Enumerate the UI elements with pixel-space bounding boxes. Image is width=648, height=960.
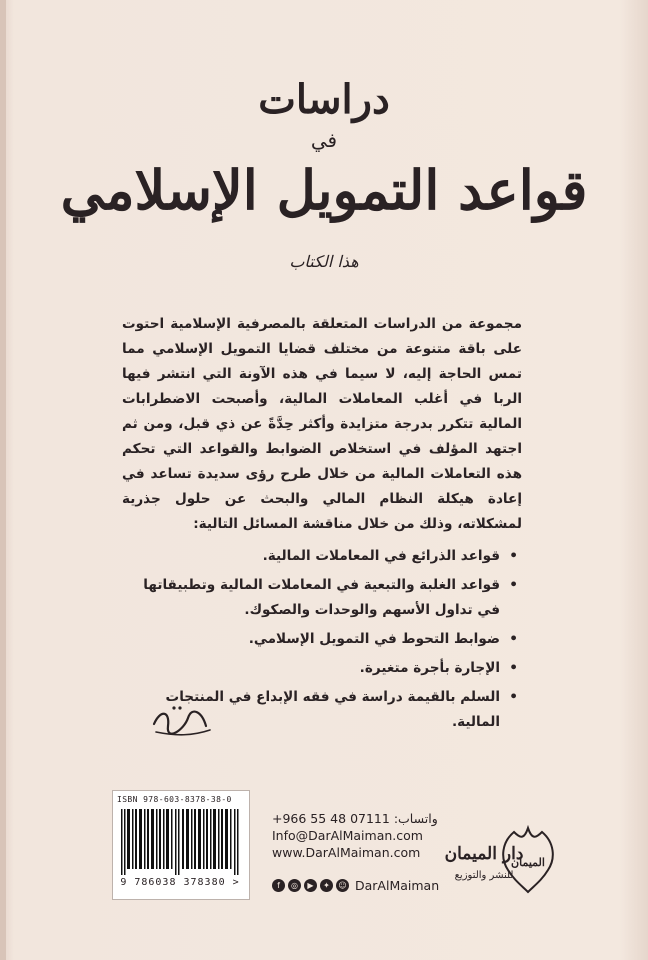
svg-text:الميمان: الميمان xyxy=(511,856,545,869)
publisher-signature xyxy=(146,700,216,740)
barcode-bars xyxy=(121,809,239,875)
book-title: قواعد التمويل الإسلامي xyxy=(60,158,588,222)
instagram-icon[interactable]: ◎ xyxy=(288,879,301,892)
website-link[interactable]: www.DarAlMaiman.com xyxy=(272,845,421,860)
twitter-icon[interactable]: ✦ xyxy=(320,879,333,892)
youtube-icon[interactable]: ▶ xyxy=(304,879,317,892)
publisher-subtitle: للنشر والتوزيع xyxy=(454,870,514,881)
facebook-icon[interactable]: f xyxy=(272,879,285,892)
tagline: هذا الكتاب xyxy=(289,252,359,271)
whatsapp-label: واتساب: xyxy=(393,811,438,826)
title-line-1: دراسات xyxy=(258,76,390,123)
publisher-logo-icon xyxy=(444,818,560,904)
isbn-digits: 9 786038 378380 > xyxy=(120,877,240,888)
description-paragraph: مجموعة من الدراسات المتعلقة بالمصرفية الإسلامية احتوت على باقة متنوعة من مختلف قضايا التمويل الإسلامي مما تمس الحاجة إليه، لا سيما في هذه الآونة التي انتشر فيها الربا في أغلب المعاملات المالية، وأصبحت الاضطرابات المالية تتكرر بدرجة متزايدة وأكثر حِدَّةً عن ذي قبل، ومن ثم اجتهد المؤلف في استخلاص الضوابط والقواعد التي تحكم هذه التعاملات المالية من خلال طرح رؤى سديدة تساعد في إعادة هيكلة النظام المالي والبحث عن حلول جذرية لمشكلاته، وذلك من خلال مناقشة المسائل التالية: xyxy=(122,315,522,532)
barcode xyxy=(112,790,250,900)
phone-number[interactable]: +966 55 48 07111 xyxy=(272,811,390,826)
email-link[interactable]: Info@DarAlMaiman.com xyxy=(272,828,423,843)
social-links xyxy=(272,876,439,894)
list-item: • قواعد الذرائع في المعاملات المالية. xyxy=(120,544,520,569)
title-line-2: في xyxy=(310,128,338,152)
isbn-label: ISBN 978-603-8378-38-0 xyxy=(117,795,232,804)
list-item: • الإجارة بأجرة متغيرة. xyxy=(120,656,520,681)
contact-info xyxy=(272,810,438,861)
whatsapp-row xyxy=(272,810,438,827)
social-handle[interactable]: DarAlMaiman xyxy=(355,877,440,893)
list-item: • ضوابط التحوط في التمويل الإسلامي. xyxy=(120,627,520,652)
publisher-name: دار الميمان xyxy=(444,844,524,864)
list-item: • السلم بالقيمة دراسة في فقه الإبداع في المنتجات المالية. xyxy=(120,685,520,735)
snapchat-icon[interactable]: ☺ xyxy=(336,879,349,892)
list-item: • قواعد الغلبة والتبعية في المعاملات المالية وتطبيقاتها في تداول الأسهم والوحدات والصكوك. xyxy=(120,573,520,623)
